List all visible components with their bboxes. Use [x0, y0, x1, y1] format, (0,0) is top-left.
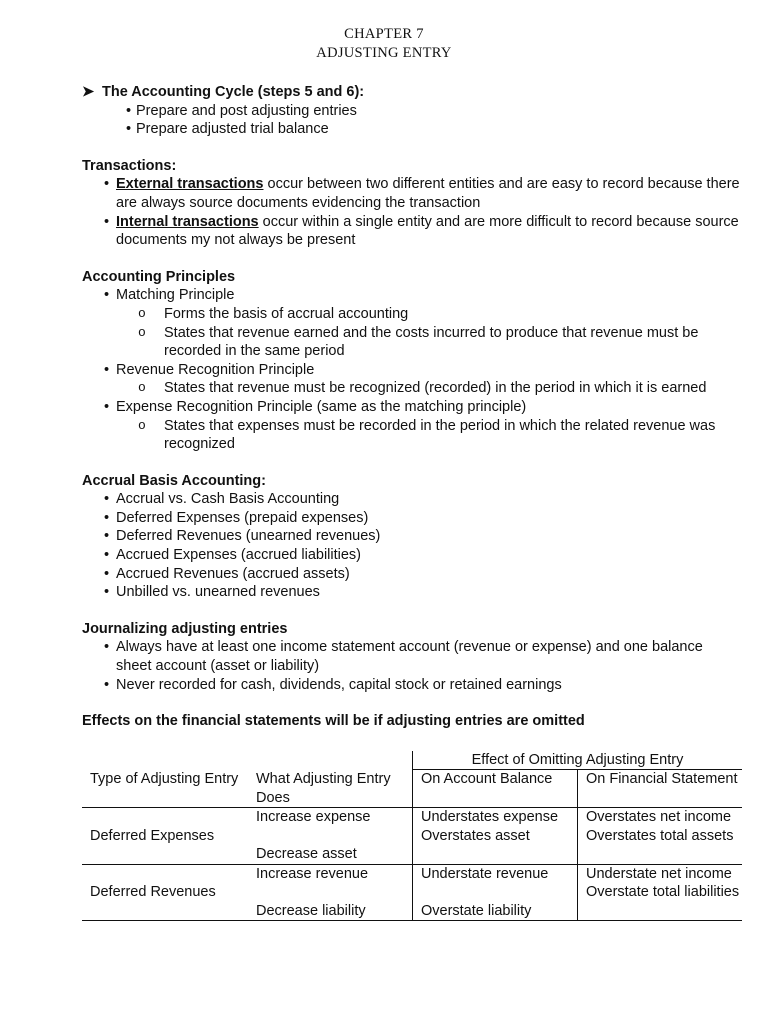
accrual-list: [82, 490, 742, 602]
term-label: External transactions: [116, 176, 264, 193]
table-cell: Increase expense: [256, 809, 371, 826]
list-item: • Prepare adjusted trial balance: [82, 120, 742, 139]
list-item: • Expense Recognition Principle (same as the matching principle): [82, 398, 742, 417]
accrual-heading: Accrual Basis Accounting:: [82, 472, 266, 489]
effects-table: [82, 751, 742, 921]
sub-list-item: o States that expenses must be recorded in the period in which the related revenue was recognized: [82, 417, 742, 454]
table-header: On Account Balance: [412, 770, 577, 808]
table-cell: Deferred Expenses: [82, 808, 248, 865]
table-cell: Understate revenue: [420, 865, 549, 882]
table-cell: Understates expense: [420, 809, 559, 826]
list-item: • Matching Principle: [82, 286, 742, 305]
transactions-list: [82, 175, 742, 249]
effects-heading: Effects on the financial statements will be if adjusting entries are omitted: [82, 713, 585, 730]
transactions-heading: Transactions:: [82, 157, 177, 174]
journalizing-list: [82, 638, 742, 694]
document-body: [82, 83, 742, 921]
list-item: • Accrual vs. Cash Basis Accounting: [82, 490, 742, 509]
table-cell: Overstates total assets: [585, 827, 734, 844]
chapter-header: [0, 25, 768, 63]
list-item: • Never recorded for cash, dividends, capital stock or retained earnings: [82, 676, 742, 695]
table-cell: Overstates net income: [585, 809, 732, 826]
list-item: • Accrued Expenses (accrued liabilities): [82, 546, 742, 565]
table-cell: Deferred Revenues: [82, 864, 248, 921]
table-cell: Increase revenue: [256, 865, 369, 882]
table-cell: Decrease liability: [256, 902, 366, 919]
table-cell: Overstate total liabilities: [585, 884, 740, 901]
journalizing-heading: Journalizing adjusting entries: [82, 620, 288, 637]
list-item: [82, 213, 742, 250]
table-header: On Financial Statement: [577, 770, 742, 808]
table-header: What Adjusting Entry Does: [248, 770, 412, 808]
chapter-number: CHAPTER 7: [344, 26, 424, 42]
list-item: • Unbilled vs. unearned revenues: [82, 583, 742, 602]
arrow-bullet-icon: ➤: [82, 84, 95, 100]
table-cell: Overstates asset: [420, 827, 530, 844]
term-text: occur between two different entities and are easy to record because there are always source documents evidencing the transaction: [116, 176, 740, 211]
cycle-heading: ➤ The Accounting Cycle (steps 5 and 6):: [82, 84, 365, 100]
list-item: • Deferred Expenses (prepaid expenses): [82, 509, 742, 528]
sub-list-item: o Forms the basis of accrual accounting: [82, 305, 742, 324]
sub-list-item: o States that revenue must be recognized (recorded) in the period in which it is earned: [82, 379, 742, 398]
list-item: • Deferred Revenues (unearned revenues): [82, 527, 742, 546]
table-header: Type of Adjusting Entry: [82, 770, 248, 808]
sub-list-item: o States that revenue earned and the costs incurred to produce that revenue must be recorded in the same period: [82, 324, 742, 361]
principles-list: [82, 286, 742, 453]
table-cell: Overstate liability: [420, 902, 532, 919]
list-item: • Accrued Revenues (accrued assets): [82, 565, 742, 584]
table-row: [82, 864, 742, 921]
list-item: • Prepare and post adjusting entries: [82, 102, 742, 121]
list-item: • Always have at least one income statement account (revenue or expense) and one balance sheet account (asset or liability): [82, 638, 742, 675]
cycle-list: [82, 102, 742, 139]
table-row: [82, 808, 742, 865]
term-label: Internal transactions: [116, 213, 259, 230]
principles-heading: Accounting Principles: [82, 268, 236, 285]
term-text: occur within a single entity and are more difficult to record because source documents my not always be present: [116, 213, 739, 249]
list-item: [82, 175, 742, 212]
table-cell: Understate net income: [585, 865, 732, 882]
table-cell: Decrease asset: [256, 846, 357, 863]
table-group-header: Effect of Omitting Adjusting Entry: [412, 751, 742, 770]
chapter-title: ADJUSTING ENTRY: [316, 45, 452, 61]
list-item: • Revenue Recognition Principle: [82, 361, 742, 380]
